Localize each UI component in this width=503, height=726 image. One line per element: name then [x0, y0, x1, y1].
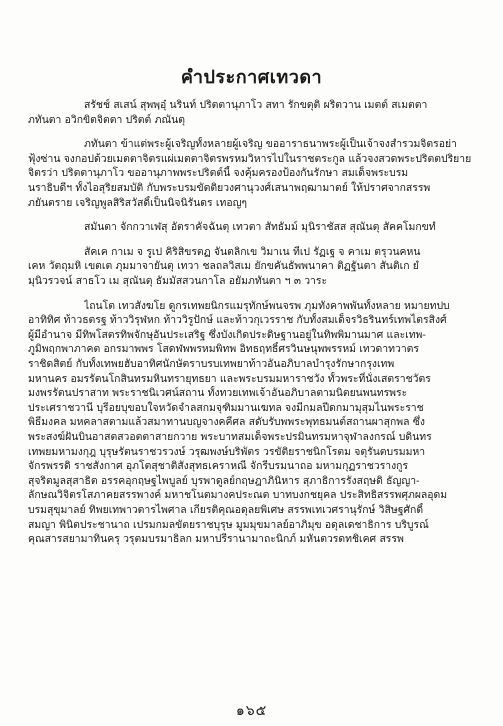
text-line: สรัชช์ สเสน์ สุพพฺอุ๋ นรินท์ ปริตตานุภาโว สทา รักขตุติ ผริตวาน เมตต์ สเมตตา: [84, 99, 428, 111]
text-line: พิธีมงคล มหคลาสตามแล้วสมาทานบญจางคคีศล สดับรับพพระพุทธมนต์สถานผาสุกพล ซึ่ง: [28, 416, 425, 429]
text-line: ภทันตา อวิกขิตจิตตา ปริตต์ ภณันตุ: [28, 113, 185, 126]
text-line: นราธิบดีฯ ทั้งไอสุริยสมบัติ กับพระบรมขัตติยวงศานุวงศ์เสนาพฤฒามาตย์ ให้ปราศจากสรรพ: [28, 182, 431, 194]
text-line: จิตรว่า ปริตตานุภาโว ขออานุภาพพระปริตต์นี้ จงคุ้มครองป้องกันรักษา สมเด็จพระบรม: [28, 167, 409, 180]
text-line: ไถนโต เทวสังฆโย ดูกรเทพยนิกรแมรุทักษ์พนจรพ ภุมทังคาพพันทั้งหลาย หมายทปบ: [84, 299, 450, 312]
text-line: เทพยมหามงกุฎ บุรุษรัตนราชวรวงษ์ วรุฒพงษ์บริพัตร วรขัติยราชนิกโรตม จตุรันตบรมมหา: [28, 445, 426, 458]
text-line: พระสงฆ์ฝันบินอาสตสวอตตาสายกวาย พระบาทสมเด็จพระปรมินทรมหาจุฬาลงกรณ์ บดินทร: [28, 431, 432, 443]
text-line: ฟุ้งซ่าน จงกอปด้วยเมตตาจิตรแผ่เมตตาจิตรพรหมวิหารไปในราชตระกูล แล้วจงสวดพระปริตตปริยาย: [28, 152, 472, 165]
text-line: สมญา พินิตประชานาถ เปรมกมลขัตยราชบุรุษ มูมมุขมาลย์อาภิมุข อดุลเดชาธิการ บริบูรณ์: [28, 518, 429, 531]
page-number: ๑๖๕: [235, 703, 268, 719]
text-line: บรมสุขุมาลย์ ทิพยเทพาวตารไพศาล เกียรติคุณอดุลยพิเศษ สรรพเทเวศรานุรักษ์ วิสิษฐศักดิ์: [28, 504, 424, 516]
text-line: ผู้มีอำนาจ มีทิพโสตรทิพจักษุอันประเสริฐ ซึ่งบังเกิดประดิษฐานอยู่ในทิพพิมานมาศ และเทพ-: [28, 328, 426, 341]
text-line: ลักษณวิจิตรโสภาคยสรรพางค์ มหาชโนตมางคประณต บาทบงกชยุคล ประสิทธิสรรพศุภผลอุดม: [28, 489, 448, 502]
text-line: สมันตา จักกวาเฬสุ อัตราคัจฉันตุ เทวตา สัทธัมม์ มุนิราชัสส สุณันตุ สัคคโมกขทํ: [84, 221, 436, 234]
text-line: จักรพรรดิ ราชสังกาศ อุภโตสุชาติสังสุทธเคราหณี จักรีบรมนาถอ มหามกุฏราชวรางกูร: [28, 460, 409, 473]
text-line: อาทิทิศ ท้าวธตรฐ ท้าววิรุฬหก ท้าววิรูปักษ์ และท้าวกุเวรราช กับทั้งสมเด็จรวิธรินทร์เทพไตรสิงศ์: [28, 314, 447, 327]
text-line: ภูมิพฤกพาภาคต อกรมาพพร โสดฬพพรหมพิทพ อิทธฤทธิ์ศรวินษนุพพรรหม์ เทวดาทวาตร: [28, 343, 419, 356]
text-line: สัคเค กาเม จ รูเป คิริสิขรตฏ จันตลิกเข วิมาเน ทีเป รัฏเฐ จ คาเม ตรุวนคหน: [84, 245, 421, 258]
text-line: คุณสารสยามาทินครุ วรุตมบรมาธิลก มหาปรีรานามาถะนิกภ์ มหันตวรดทชิเคศ สรรพ: [28, 533, 404, 546]
text-line: ประเศราชวานี บุรีอยบุขอบใจหวัดจำลสกมจุฑิมมานเฆทล จงมีกมลปีดกมามุสุมไนพระราช: [28, 401, 424, 414]
text-line: มงพรรัตนปราสาท พระราชนิเวศน์สถาน ทั้งทวยเทพเจ้าอันอภิบาลตามนิตยนพนทรพระ: [28, 387, 408, 400]
text-line: เคห วัตถุมหิ เขตเต ภุมมาจายันตุ เทวา ชลถลวิสเม ยักขคันธัพพนาคา ติฏฐันตา สันติเก ยํ: [28, 260, 419, 273]
document-title: คำประกาศเทวดา: [180, 67, 323, 88]
text-line: มหานคร อมรรัตนโกสินทรมหินทรายุทธยา และพระบรมมหาราชวัง ทั้วพระที่นั่งเสตราชวัตร: [28, 372, 431, 385]
text-line: สุจริตมูลสุสาธิต อรรคอุกฤษฐไพบูลย์ บุรพาดูลย์กฤษฎาภินิหาร สุภาธิการรังสฤษดิ ธัญญา-: [28, 474, 420, 487]
text-line: ภยันตราย เจริญพูลสิริสวัสดิ์เป็นนิจนิรันดร เทอญๆ: [28, 196, 248, 209]
text-line: ราชิดสิตย์ กับทั้งเทพยฮับอาทิศนักษัตราบรบเทพยาท้าวอันอภิบาลบำรุงรักษากรุงเทพ: [28, 358, 395, 370]
text-line: มุนิวรวจน์ สาธโว เม สุณันตุ ธัมมัสสวนกาโล อยัมภทันตา ฯ ๓ วาระ: [28, 275, 328, 287]
text-line: ภทันตา ข้าแต่พระผู้เจริญทั้งหลายผู้เจริญ ขออาราธนาพระผู้เป็นเจ้าจงสำรวมจิตรอย่า: [84, 138, 457, 151]
